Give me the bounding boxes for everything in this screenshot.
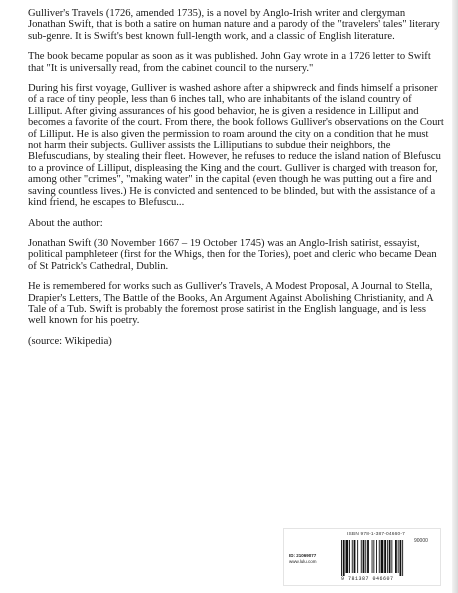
intro-paragraph: Gulliver's Travels (1726, amended 1735), is a novel by Anglo-Irish writer and clergyman Jonathan Swift, that is both a satire on human nature and a parody of the "travelers' tales" literary sub-genre. It is Swift's best known full-length work, and a classic of English literature. (28, 8, 440, 42)
author-works-paragraph: He is remembered for works such as Gulliver's Travels, A Modest Proposal, A Journal to Stella, Drapier's Letters, The Battle of the Books, An Argument Against Abolishing Christianity, and A Tale of a Tub. Swift is probably the foremost prose satirist in the English language, and is less well known for his poetry. (28, 281, 434, 327)
reception-paragraph: The book became popular as soon as it was published. John Gay wrote in a 1726 letter to Swift that "It is universally read, from the cabinet council to the nursery." (28, 51, 431, 74)
about-author-heading: About the author: (28, 217, 103, 229)
synopsis-paragraph: During his first voyage, Gulliver is washed ashore after a shipwreck and finds himself a prisoner of a race of tiny people, less than 6 inches tall, who are inhabitants of the island country of Lilliput. After giving assurances of his good behavior, he is given a residence in Lilliput and becomes a favorite of the court. From there, the book follows Gulliver's observations on the Court of Lilliput. He is also given the permission to roam around the city on a condition that he must not harm their subjects. Gulliver assists the Lilliputians to subdue their neighbors, the Blefuscudians, by stealing their fleet. However, he refuses to reduce the island nation of Blefuscu to a province of Lilliput, displeasing the King and the court. Gulliver is charged with treason for, among other "crimes", "making water" in the capital (even though he was putting out a fire and saving countless lives.) He is convicted and sentenced to be blinded, but with the assistance of a kind friend, he escapes to Blefuscu... (28, 83, 444, 209)
barcode-block (283, 528, 441, 586)
author-bio-paragraph: Jonathan Swift (30 November 1667 – 19 October 1745) was an Anglo-Irish satirist, essayist, political pamphleteer (first for the Whigs, then for the Tories), poet and cleric who became Dean of St Patrick's Cathedral, Dublin. (28, 237, 437, 272)
ean-digits: 9 781387 046607 (341, 576, 394, 582)
barcode-icon (339, 540, 435, 576)
lulu-id: ID: 21069077 (289, 553, 317, 558)
page-edge-shadow (452, 0, 458, 593)
price-code: 90000 (414, 538, 428, 544)
isbn-label: ISBN 978-1-387-04660-7 (347, 532, 405, 537)
lulu-site: www.lulu.com (289, 559, 317, 564)
source-credit: (source: Wikipedia) (28, 335, 112, 347)
